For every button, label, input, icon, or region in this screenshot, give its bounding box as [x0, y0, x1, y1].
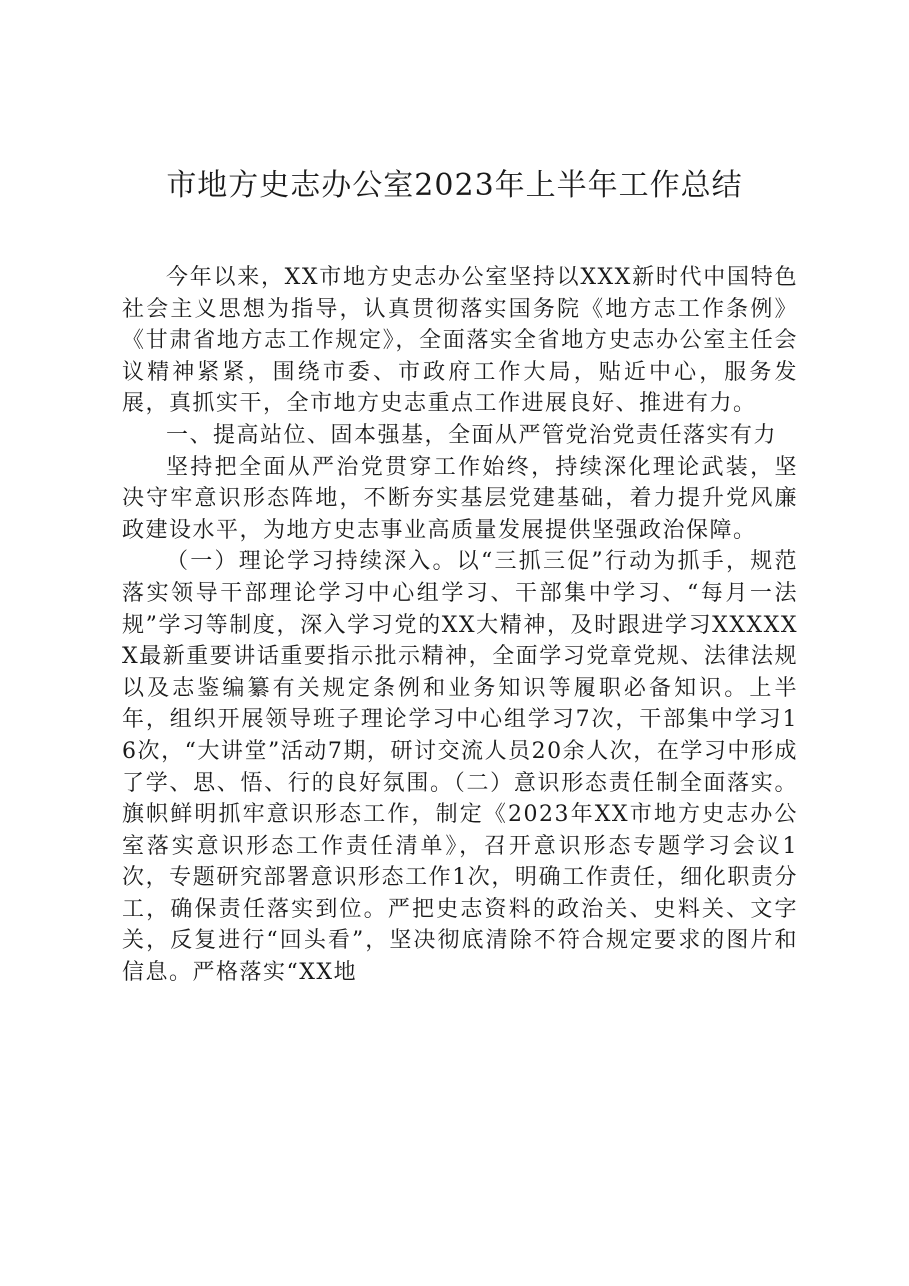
section-1-detail-paragraph: （一）理论学习持续深入。以“三抓三促”行动为抓手，规范落实领导干部理论学习中心组学习、干部集中学习、“每月一法规”学习等制度，深入学习党的XX大精神，及时跟进学习XXXXXX最新重要讲话重要指示批示精神，全面学习党章党规、法律法规以及志鉴编纂有关规定条例和业务知识等履职必备知识。上半年，组织开展领导班子理论学习中心组学习7次，干部集中学习16次，“大讲堂”活动7期，研讨交流人员20余人次，在学习中形成了学、思、悟、行的良好氛围。（二）意识形态责任制全面落实。旗帜鲜明抓牢意识形态工作，制定《2023年XX市地方史志办公室落实意识形态工作责任清单》，召开意识形态专题学习会议1次，专题研究部署意识形态工作1次，明确工作责任，细化职责分工，确保责任落实到位。严把史志资料的政治关、史料关、文字关，反复进行“回头看”，坚决彻底清除不符合规定要求的图片和信息。严格落实“XX地 [122, 549, 798, 986]
document-title: 市地方史志办公室2023年上半年工作总结 [166, 168, 743, 203]
section-heading-1: 一、提高站位、固本强基，全面从严管党治党责任落实有力 [166, 422, 778, 448]
section-1-summary-paragraph: 坚持把全面从严治党贯穿工作始终，持续深化理论武装，坚决守牢意识形态阵地，不断夯实基层党建基础，着力提升党风廉政建设水平，为地方史志事业高质量发展提供坚强政治保障。 [122, 454, 798, 543]
document-body [122, 262, 798, 989]
intro-paragraph: 今年以来，XX市地方史志办公室坚持以XXX新时代中国特色社会主义思想为指导，认真贯彻落实国务院《地方志工作条例》《甘肃省地方志工作规定》，全面落实全省地方史志办公室主任会议精神紧紧，围绕市委、市政府工作大局，贴近中心，服务发展，真抓实干，全市地方史志重点工作进展良好、推进有力。 [122, 265, 798, 417]
